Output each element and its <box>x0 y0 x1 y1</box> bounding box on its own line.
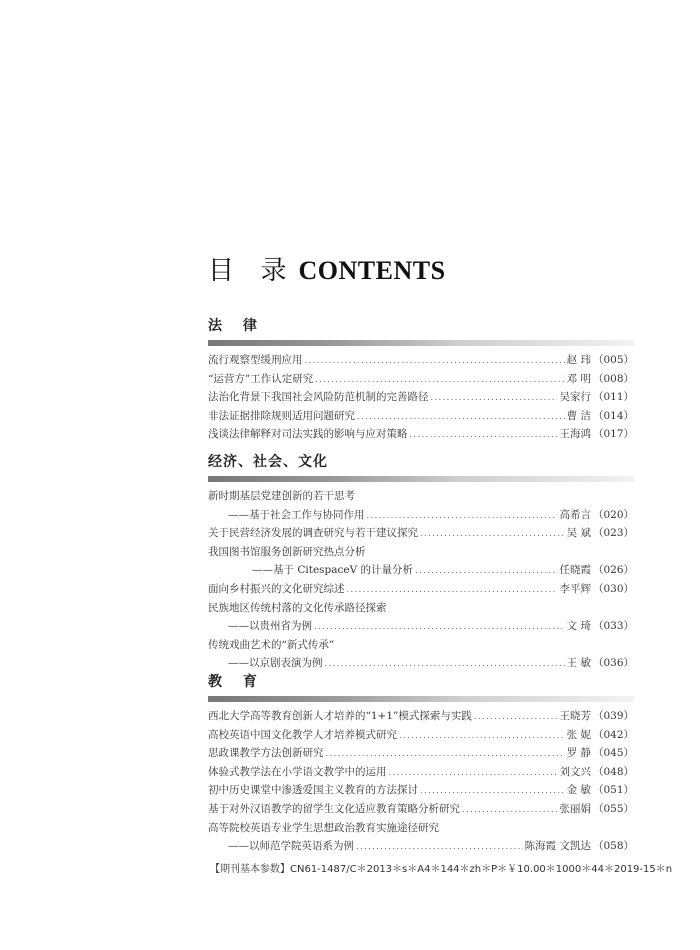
toc-entry[interactable] <box>208 707 634 726</box>
article-author: 王海鸿 <box>559 428 591 441</box>
toc-title-en: CONTENTS <box>298 256 446 285</box>
article-title: 西北大学高等教育创新人才培养的“1+1”模式探索与实践 <box>208 710 472 722</box>
section-entries <box>208 707 634 856</box>
page-number: （023） <box>592 527 634 540</box>
dot-leader <box>356 838 523 857</box>
toc-entry[interactable] <box>208 617 634 636</box>
section-rule <box>208 696 634 702</box>
article-author: 吴家行 <box>559 391 591 404</box>
article-title: 体验式教学法在小学语文教学中的运用 <box>208 765 387 778</box>
article-author: 曹 洁 <box>566 409 591 422</box>
article-title[interactable]: 我国图书馆服务创新研究热点分析 <box>208 545 366 558</box>
section-entries <box>208 351 634 444</box>
page-number: （058） <box>592 840 634 853</box>
page-number: （011） <box>592 391 634 404</box>
toc-entry[interactable] <box>208 726 634 745</box>
section-law <box>208 316 634 444</box>
article-title: 初中历史课堂中渗透爱国主义教育的方法探讨 <box>208 784 418 797</box>
dot-leader <box>367 507 558 526</box>
article-title[interactable]: 高等院校英语专业学生思想政治教育实施途径研究 <box>208 821 439 834</box>
article-title[interactable]: 民族地区传统村落的文化传承路径探索 <box>208 601 387 614</box>
toc-entry[interactable] <box>208 506 634 525</box>
dot-leader <box>462 801 557 820</box>
article-author: 刘文兴 <box>559 765 591 778</box>
page-number: （005） <box>592 354 634 366</box>
section-heading: 法 律 <box>208 318 265 334</box>
article-title: 非法证据排除规则适用问题研究 <box>208 409 355 422</box>
article-author: 张丽娟 <box>559 802 591 815</box>
toc-entry[interactable] <box>208 370 634 389</box>
article-author: 吴 斌 <box>566 527 591 540</box>
dot-leader <box>420 525 565 544</box>
page-number: （055） <box>592 802 634 815</box>
dot-leader <box>420 782 565 801</box>
page-number: （042） <box>592 728 634 741</box>
article-title[interactable]: 新时期基层党建创新的若干思考 <box>208 490 355 502</box>
toc-entry[interactable] <box>208 654 634 673</box>
page-number: （017） <box>592 428 634 441</box>
article-author: 陈海霞 文凯达 <box>524 840 591 853</box>
article-title: 流行观察型缓刑应用 <box>208 354 303 366</box>
article-subtitle: ——基于 CitespaceV 的计量分析 <box>252 564 414 577</box>
toc-entry[interactable] <box>208 837 634 856</box>
toc-entry[interactable] <box>208 561 634 580</box>
toc-entry[interactable] <box>208 351 634 370</box>
dot-leader <box>431 389 558 408</box>
article-title: 法治化背景下我国社会风险防范机制的完善路径 <box>208 391 429 404</box>
toc-entry[interactable] <box>208 744 634 763</box>
dot-leader <box>415 562 557 581</box>
article-title: “运营方”工作认定研究 <box>208 372 314 385</box>
article-title: 浅谈法律解释对司法实践的影响与应对策略 <box>208 428 408 441</box>
dot-leader <box>315 371 564 390</box>
section-rule <box>208 476 634 482</box>
dot-leader <box>399 727 565 746</box>
section-education <box>208 672 634 856</box>
journal-parameters: 【期刊基本参数】CN61-1487/C＊2013＊s＊A4＊144＊zh＊P＊￥10.00＊1000＊44＊2019-15＊n <box>210 864 673 875</box>
toc-title <box>208 250 446 287</box>
toc-entry[interactable] <box>208 781 634 800</box>
article-author: 金 敏 <box>566 784 591 797</box>
page-number: （045） <box>592 747 634 760</box>
page-number: （036） <box>592 657 634 670</box>
toc-title-cn: 目 录 <box>208 256 297 285</box>
toc-entry[interactable] <box>208 407 634 426</box>
toc-entry[interactable] <box>208 425 634 444</box>
dot-leader <box>474 708 558 727</box>
page-number: （051） <box>592 784 634 797</box>
page-number: （020） <box>592 508 634 521</box>
section-economy-society-culture <box>208 452 634 673</box>
article-title: 高校英语中国文化教学人才培养模式研究 <box>208 728 397 741</box>
article-author: 邓 明 <box>566 372 591 385</box>
section-entries <box>208 487 634 673</box>
toc-entry[interactable] <box>208 580 634 599</box>
article-author: 文 琦 <box>566 620 591 633</box>
page-number: （014） <box>592 409 634 422</box>
dot-leader <box>389 764 558 783</box>
page-number: （048） <box>592 765 634 778</box>
article-title: 关于民营经济发展的调查研究与若干建议探究 <box>208 527 418 540</box>
article-author: 王晓芳 <box>559 710 591 722</box>
dot-leader <box>357 408 565 427</box>
article-title: 面向乡村振兴的文化研究综述 <box>208 582 345 595</box>
toc-entry[interactable] <box>208 800 634 819</box>
article-author: 罗 静 <box>566 747 591 760</box>
page-number: （026） <box>592 564 634 577</box>
page-number: （039） <box>592 710 634 722</box>
article-author: 赵 玮 <box>566 354 591 366</box>
article-subtitle: ——以师范学院英语系为例 <box>228 840 354 853</box>
toc-entry[interactable] <box>208 388 634 407</box>
article-title[interactable]: 传统戏曲艺术的“新式传承” <box>208 638 335 651</box>
article-title: 基于对外汉语教学的留学生文化适应教育策略分析研究 <box>208 802 460 815</box>
section-heading: 经济、社会、文化 <box>208 454 328 470</box>
section-heading: 教 育 <box>208 674 265 690</box>
section-rule <box>208 340 634 346</box>
dot-leader <box>410 426 558 445</box>
page-number: （030） <box>592 582 634 595</box>
page-number: （008） <box>592 372 634 385</box>
dot-leader <box>305 352 565 371</box>
dot-leader <box>326 745 565 764</box>
article-author: 张 妮 <box>566 728 591 741</box>
dot-leader <box>314 618 565 637</box>
article-title: 思政课教学方法创新研究 <box>208 747 324 760</box>
toc-entry[interactable] <box>208 763 634 782</box>
dot-leader <box>347 581 558 600</box>
article-author: 王 敏 <box>566 657 591 670</box>
article-author: 高希言 <box>559 508 591 521</box>
article-subtitle: ——以京剧表演为例 <box>228 657 323 670</box>
article-subtitle: ——以贵州省为例 <box>228 620 312 633</box>
toc-entry[interactable] <box>208 524 634 543</box>
page-number: （033） <box>592 620 634 633</box>
article-subtitle: ——基于社会工作与协同作用 <box>228 508 365 521</box>
article-author: 李平辉 <box>559 582 591 595</box>
article-author: 任晓霞 <box>559 564 591 577</box>
